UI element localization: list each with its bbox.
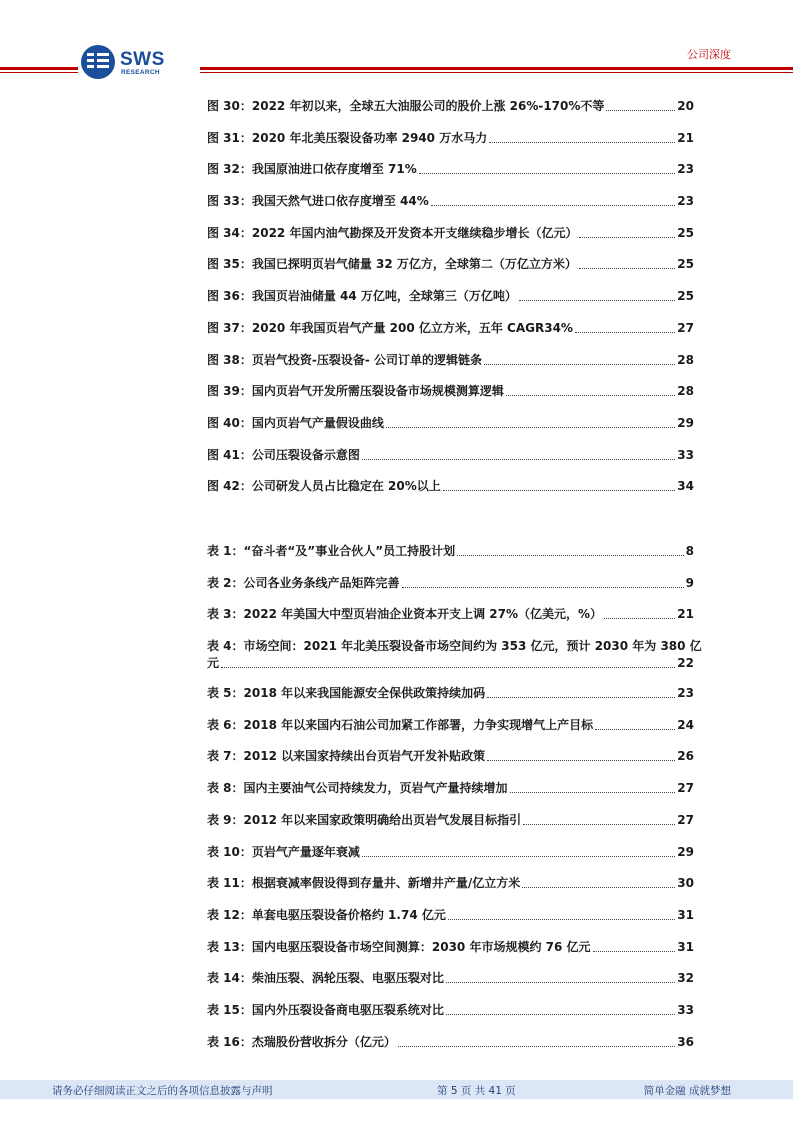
toc-entry[interactable] bbox=[207, 844, 694, 876]
header-rule bbox=[200, 67, 793, 70]
leader-dots bbox=[362, 856, 675, 857]
toc-entry-page: 33 bbox=[677, 1002, 694, 1017]
toc-entry-label: 表 3：2022 年美国大中型页岩油企业资本开支上调 27%（亿美元，%） bbox=[207, 607, 603, 622]
leader-dots bbox=[446, 1014, 675, 1015]
toc-entry[interactable] bbox=[207, 256, 694, 288]
leader-dots bbox=[446, 982, 675, 983]
header-rule bbox=[200, 72, 793, 73]
toc-entry[interactable] bbox=[207, 748, 694, 780]
toc-entry-page: 33 bbox=[677, 447, 694, 462]
leader-dots bbox=[595, 729, 675, 730]
toc-entry[interactable] bbox=[207, 352, 694, 384]
report-type: 公司深度 bbox=[687, 48, 731, 61]
toc-entry-page: 25 bbox=[677, 257, 694, 272]
toc-entry-page: 21 bbox=[677, 607, 694, 622]
leader-dots bbox=[489, 142, 675, 143]
leader-dots bbox=[487, 760, 675, 761]
toc-entry[interactable] bbox=[207, 907, 694, 939]
toc-entry[interactable] bbox=[207, 225, 694, 257]
sws-logo-icon bbox=[80, 44, 116, 80]
toc-entry-page: 32 bbox=[677, 971, 694, 986]
toc-entry-label: 图 40：国内页岩气产量假设曲线 bbox=[207, 415, 384, 430]
leader-dots bbox=[362, 459, 675, 460]
toc-entry-label: 图 41：公司压裂设备示意图 bbox=[207, 447, 360, 462]
leader-dots bbox=[519, 300, 675, 301]
toc-entry[interactable] bbox=[207, 161, 694, 193]
toc-entry-page: 23 bbox=[677, 194, 694, 209]
toc-entry-label: 表 1：“奋斗者“及”事业合伙人”员工持股计划 bbox=[207, 544, 456, 558]
toc-entry-page: 21 bbox=[677, 130, 694, 145]
toc-entry-label: 表 14：柴油压裂、涡轮压裂、电驱压裂对比 bbox=[207, 971, 444, 986]
toc-entry-page: 30 bbox=[677, 876, 694, 891]
toc-entry[interactable] bbox=[207, 130, 694, 162]
table-list bbox=[207, 543, 702, 1065]
toc-entry-page: 23 bbox=[677, 162, 694, 177]
toc-entry-label: 图 30：2022 年初以来，全球五大油服公司的股价上涨 26%-170%不等 bbox=[207, 99, 605, 113]
toc-entry[interactable] bbox=[207, 685, 694, 717]
toc-entry[interactable] bbox=[207, 288, 694, 320]
toc-entry-label: 图 33：我国天然气进口依存度增至 44% bbox=[207, 194, 429, 209]
toc-entry-label: 表 16：杰瑞股份营收拆分（亿元） bbox=[207, 1034, 396, 1049]
toc-entry[interactable] bbox=[207, 717, 694, 749]
toc-entry-label-continued: 元 bbox=[207, 656, 220, 671]
toc-entry[interactable] bbox=[207, 543, 694, 575]
toc-entry-page: 27 bbox=[677, 320, 694, 335]
toc-entry[interactable] bbox=[207, 383, 694, 415]
toc-entry-label: 表 6：2018 年以来国内石油公司加紧工作部署，力争实现增气上产目标 bbox=[207, 717, 594, 732]
leader-dots bbox=[386, 427, 675, 428]
toc-entry-label: 表 7：2012 以来国家持续出台页岩气开发补贴政策 bbox=[207, 749, 486, 764]
toc-entry-label: 表 5：2018 年以来我国能源安全保供政策持续加码 bbox=[207, 686, 486, 701]
toc-entry-label: 表 10：页岩气产量逐年衰减 bbox=[207, 844, 360, 859]
toc-entry[interactable] bbox=[207, 478, 694, 510]
toc-entry-page: 31 bbox=[677, 939, 694, 954]
toc-entry[interactable] bbox=[207, 638, 702, 685]
leader-dots bbox=[457, 555, 684, 556]
toc-entry-page: 9 bbox=[685, 575, 694, 590]
toc-entry-label: 表 9：2012 年以来国家政策明确给出页岩气发展目标指引 bbox=[207, 812, 522, 827]
toc-entry-page: 25 bbox=[677, 289, 694, 304]
toc-entry-label: 表 2：公司各业务条线产品矩阵完善 bbox=[207, 575, 400, 590]
toc-entry-label: 图 39：国内页岩气开发所需压裂设备市场规模测算逻辑 bbox=[207, 384, 504, 399]
leader-dots bbox=[398, 1046, 675, 1047]
leader-dots bbox=[402, 587, 684, 588]
toc-entry-page: 36 bbox=[677, 1034, 694, 1049]
logo-subtitle: RESEARCH bbox=[121, 69, 160, 76]
toc-entry[interactable] bbox=[207, 1002, 694, 1034]
toc-entry-label: 图 38：页岩气投资-压裂设备- 公司订单的逻辑链条 bbox=[207, 352, 483, 367]
leader-dots bbox=[579, 268, 675, 269]
leader-dots bbox=[606, 110, 675, 111]
toc-entry[interactable] bbox=[207, 575, 694, 607]
toc-entry-page: 27 bbox=[677, 781, 694, 796]
leader-dots bbox=[484, 364, 675, 365]
header-rule bbox=[0, 67, 78, 70]
toc-entry-page: 22 bbox=[677, 656, 694, 671]
footer-disclaimer: 请务必仔细阅读正文之后的各项信息披露与声明 bbox=[52, 1085, 273, 1097]
toc-entry-label: 表 4：市场空间：2021 年北美压裂设备市场空间约为 353 亿元，预计 2030 年为 380 亿 bbox=[207, 639, 702, 654]
toc-entry[interactable] bbox=[207, 875, 694, 907]
toc-entry[interactable] bbox=[207, 193, 694, 225]
toc-entry-page: 20 bbox=[677, 99, 694, 113]
leader-dots bbox=[506, 395, 675, 396]
footer-page-info: 第 5 页 共 41 页 bbox=[437, 1085, 516, 1097]
leader-dots bbox=[510, 792, 676, 793]
figure-list bbox=[207, 98, 694, 510]
toc-entry[interactable] bbox=[207, 970, 694, 1002]
leader-dots bbox=[443, 490, 676, 491]
toc-entry-label: 图 32：我国原油进口依存度增至 71% bbox=[207, 162, 417, 177]
toc-entry-page: 24 bbox=[677, 717, 694, 732]
toc-entry-page: 34 bbox=[677, 479, 694, 494]
toc-entry-label: 图 31：2020 年北美压裂设备功率 2940 万水马力 bbox=[207, 130, 488, 145]
toc-entry-page: 29 bbox=[677, 844, 694, 859]
toc-entry[interactable] bbox=[207, 812, 694, 844]
toc-entry-label: 表 12：单套电驱压裂设备价格约 1.74 亿元 bbox=[207, 907, 446, 922]
toc-entry-page: 28 bbox=[677, 352, 694, 367]
toc-entry-page: 23 bbox=[677, 686, 694, 701]
toc-entry[interactable] bbox=[207, 415, 694, 447]
leader-dots bbox=[575, 332, 675, 333]
leader-dots bbox=[579, 237, 675, 238]
company-logo bbox=[80, 44, 190, 82]
toc-entry-page: 29 bbox=[677, 415, 694, 430]
toc-entry[interactable] bbox=[207, 320, 694, 352]
toc-entry-page: 26 bbox=[677, 749, 694, 764]
toc-entry-label: 图 34：2022 年国内油气勘探及开发资本开支继续稳步增长（亿元） bbox=[207, 225, 578, 240]
toc-entry-page: 27 bbox=[677, 812, 694, 827]
leader-dots bbox=[431, 205, 676, 206]
toc-entry-page: 25 bbox=[677, 225, 694, 240]
toc-entry[interactable] bbox=[207, 98, 694, 130]
leader-dots bbox=[448, 919, 675, 920]
toc-entry-label: 图 36：我国页岩油储量 44 万亿吨，全球第三（万亿吨） bbox=[207, 289, 517, 304]
leader-dots bbox=[221, 667, 675, 668]
toc-entry-label: 图 37：2020 年我国页岩气产量 200 亿立方米，五年 CAGR34% bbox=[207, 320, 573, 335]
toc-entry-page: 31 bbox=[677, 907, 694, 922]
toc-entry-label: 表 11：根据衰减率假设得到存量井、新增井产量/亿立方米 bbox=[207, 876, 521, 891]
leader-dots bbox=[523, 824, 675, 825]
toc-entry[interactable] bbox=[207, 447, 694, 479]
logo-name: SWS bbox=[120, 49, 165, 70]
toc-entry-label: 表 13：国内电驱压裂设备市场空间测算：2030 年市场规模约 76 亿元 bbox=[207, 939, 591, 954]
toc-entry[interactable] bbox=[207, 780, 694, 812]
leader-dots bbox=[604, 618, 675, 619]
toc-entry-label: 表 8：国内主要油气公司持续发力，页岩气产量持续增加 bbox=[207, 781, 508, 796]
toc-entry-label: 图 35：我国已探明页岩气储量 32 万亿方，全球第二（万亿立方米） bbox=[207, 257, 577, 272]
toc-entry[interactable] bbox=[207, 939, 694, 971]
toc-entry[interactable] bbox=[207, 1034, 694, 1066]
toc-entry-label: 图 42：公司研发人员占比稳定在 20%以上 bbox=[207, 479, 441, 494]
footer-slogan: 简单金融 成就梦想 bbox=[643, 1085, 731, 1097]
leader-dots bbox=[593, 951, 676, 952]
toc-entry-page: 28 bbox=[677, 384, 694, 399]
leader-dots bbox=[419, 173, 676, 174]
header-rule bbox=[0, 72, 78, 73]
toc-entry-label: 表 15：国内外压裂设备商电驱压裂系统对比 bbox=[207, 1002, 444, 1017]
leader-dots bbox=[522, 887, 675, 888]
toc-entry-page: 8 bbox=[685, 544, 694, 558]
leader-dots bbox=[487, 697, 675, 698]
toc-entry[interactable] bbox=[207, 606, 694, 638]
